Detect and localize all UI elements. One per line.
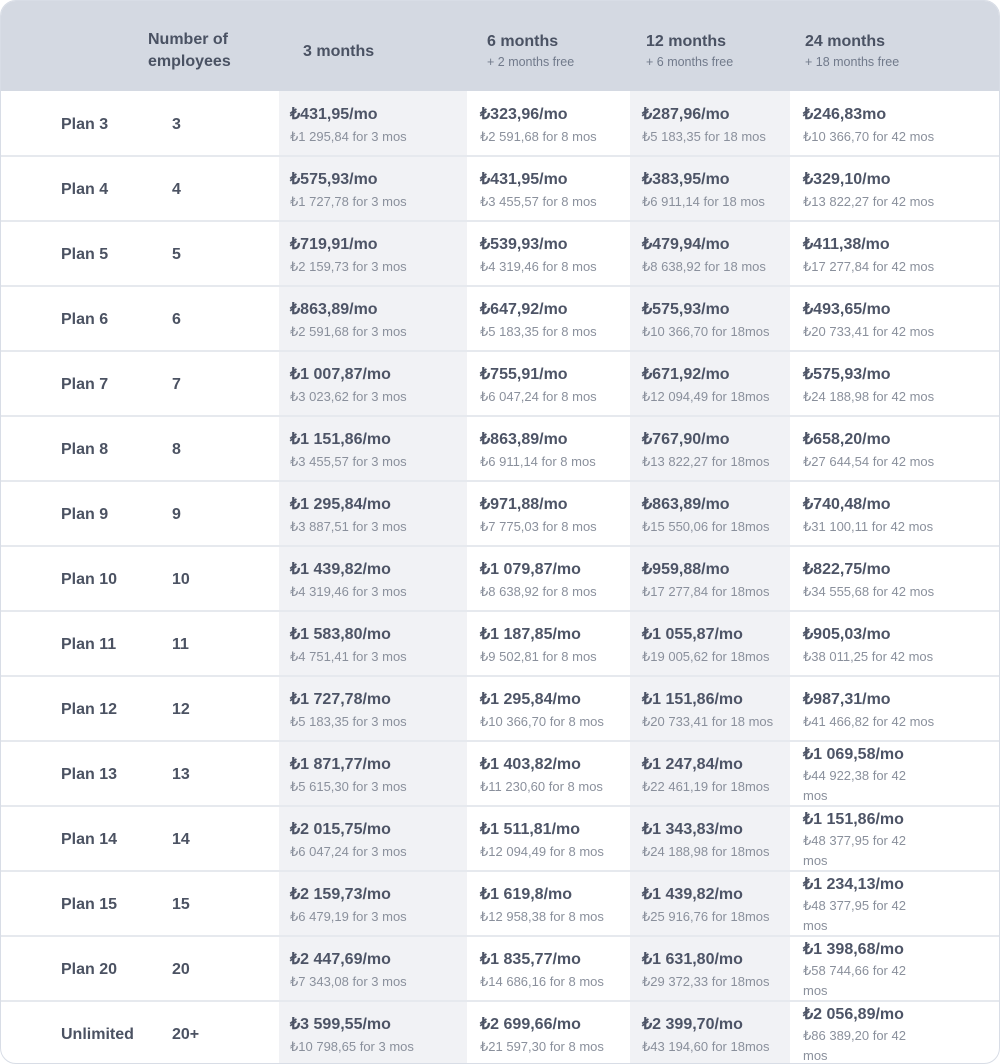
employee-count: 20+ [172,1026,200,1043]
total-price: ₺6 047,24 for 8 mos [480,389,597,404]
price-cell [290,104,460,147]
monthly-price: ₺479,94/mo [642,236,730,253]
table-row [1,612,1000,677]
price-cell [480,299,625,342]
price-cell [290,949,460,992]
monthly-price: ₺2 699,66/mo [480,1016,581,1033]
total-price: ₺38 011,25 for 42 mos [803,649,934,664]
table-row [1,222,1000,287]
plan-name: Plan 10 [61,571,118,588]
price-cell [803,234,951,277]
price-cell [480,1014,625,1057]
price-cell [642,234,787,277]
table-row [1,157,1000,222]
price-cell [290,884,460,927]
monthly-price: ₺822,75/mo [803,561,891,578]
table-row [1,872,1000,937]
price-cell [480,169,625,212]
total-price: ₺43 194,60 for 18mos [642,1039,770,1054]
price-cell [642,1014,787,1057]
monthly-price: ₺539,93/mo [480,236,568,253]
price-cell [803,744,951,806]
price-cell [803,494,951,537]
monthly-price: ₺987,31/mo [803,691,891,708]
monthly-price: ₺755,91/mo [480,366,568,383]
price-cell [290,819,460,862]
price-cell [480,494,625,537]
monthly-price: ₺383,95/mo [642,171,730,188]
monthly-price: ₺1 055,87/mo [642,626,743,643]
price-cell [290,754,460,797]
employee-count: 13 [172,766,190,783]
total-price: ₺10 798,65 for 3 mos [290,1039,414,1054]
plan-name: Plan 6 [61,311,109,328]
total-price: ₺4 319,46 for 8 mos [480,259,597,274]
header-6-months-title: 6 months [487,33,559,50]
price-cell [642,754,787,797]
total-price: ₺6 911,14 for 18 mos [642,194,765,209]
monthly-price: ₺658,20/mo [803,431,891,448]
price-cell [642,299,787,342]
monthly-price: ₺246,83mo [803,106,887,123]
total-price: ₺4 319,46 for 3 mos [290,584,407,599]
total-price: ₺5 183,35 for 18 mos [642,129,766,144]
total-price: ₺8 638,92 for 8 mos [480,584,597,599]
monthly-price: ₺1 343,83/mo [642,821,743,838]
total-price: ₺17 277,84 for 18mos [642,584,770,599]
employee-count: 6 [172,311,181,328]
total-price: ₺86 389,20 for 42 mos [803,1028,906,1063]
monthly-price: ₺1 871,77/mo [290,756,391,773]
price-cell [803,169,951,212]
total-price: ₺24 188,98 for 18mos [642,844,770,859]
price-cell [803,874,951,936]
price-cell [803,939,951,1001]
table-row [1,417,1000,482]
total-price: ₺58 744,66 for 42 mos [803,963,906,998]
monthly-price: ₺1 151,86/mo [642,691,743,708]
price-cell [803,624,951,667]
price-cell [803,1004,951,1064]
price-cell [480,819,625,862]
price-cell [480,559,625,602]
total-price: ₺2 159,73 for 3 mos [290,259,407,274]
table-row [1,677,1000,742]
price-cell [480,884,625,927]
price-cell [642,104,787,147]
total-price: ₺41 466,82 for 42 mos [803,714,935,729]
monthly-price: ₺575,93/mo [642,301,730,318]
total-price: ₺7 775,03 for 8 mos [480,519,597,534]
table-row [1,547,1000,612]
employee-count: 12 [172,701,190,718]
price-cell [480,104,625,147]
monthly-price: ₺493,65/mo [803,301,891,318]
table-row [1,807,1000,872]
monthly-price: ₺719,91/mo [290,236,378,253]
plan-name: Plan 3 [61,116,109,133]
table-row [1,742,1000,807]
total-price: ₺13 822,27 for 18mos [642,454,770,469]
monthly-price: ₺1 727,78/mo [290,691,391,708]
monthly-price: ₺863,89/mo [480,431,568,448]
total-price: ₺27 644,54 for 42 mos [803,454,935,469]
price-cell [642,494,787,537]
employee-count: 15 [172,896,190,913]
monthly-price: ₺740,48/mo [803,496,891,513]
price-cell [290,1014,460,1057]
total-price: ₺2 591,68 for 8 mos [480,129,597,144]
total-price: ₺29 372,33 for 18mos [642,974,770,989]
monthly-price: ₺2 399,70/mo [642,1016,743,1033]
employee-count: 9 [172,506,181,523]
table-row [1,937,1000,1002]
table-body [1,92,1000,1064]
monthly-price: ₺3 599,55/mo [290,1016,391,1033]
monthly-price: ₺323,96/mo [480,106,568,123]
monthly-price: ₺329,10/mo [803,171,891,188]
employee-count: 10 [172,571,190,588]
monthly-price: ₺959,88/mo [642,561,730,578]
price-cell [642,169,787,212]
price-cell [642,429,787,472]
total-price: ₺15 550,06 for 18mos [642,519,770,534]
monthly-price: ₺1 619,8/mo [480,886,573,903]
monthly-price: ₺1 151,86/mo [803,811,904,828]
monthly-price: ₺1 151,86/mo [290,431,391,448]
plan-name: Plan 7 [61,376,109,393]
price-cell [290,364,460,407]
price-cell [480,234,625,277]
price-cell [803,559,951,602]
total-price: ₺4 751,41 for 3 mos [290,649,407,664]
price-cell [480,429,625,472]
table-row [1,352,1000,417]
price-cell [290,559,460,602]
monthly-price: ₺1 295,84/mo [480,691,581,708]
price-cell [803,104,951,147]
plan-name: Plan 11 [61,636,117,653]
header-12-months-bonus: + 6 months free [646,55,734,69]
plan-name: Unlimited [61,1026,134,1043]
plan-name: Plan 9 [61,506,109,523]
total-price: ₺22 461,19 for 18mos [642,779,770,794]
total-price: ₺1 727,78 for 3 mos [290,194,407,209]
price-cell [642,559,787,602]
monthly-price: ₺863,89/mo [290,301,378,318]
price-cell [642,819,787,862]
total-price: ₺10 366,70 for 42 mos [803,129,935,144]
price-cell [642,949,787,992]
total-price: ₺44 922,38 for 42 mos [803,768,906,803]
total-price: ₺12 094,49 for 18mos [642,389,770,404]
monthly-price: ₺1 187,85/mo [480,626,581,643]
monthly-price: ₺1 234,13/mo [803,876,904,893]
monthly-price: ₺1 439,82/mo [642,886,743,903]
price-cell [290,429,460,472]
monthly-price: ₺671,92/mo [642,366,730,383]
total-price: ₺3 887,51 for 3 mos [290,519,407,534]
employee-count: 14 [172,831,190,848]
plan-name: Plan 12 [61,701,118,718]
monthly-price: ₺1 511,81/mo [480,821,581,838]
header-6-months-bonus: + 2 months free [487,55,575,69]
price-cell [290,169,460,212]
header-3-months-title: 3 months [303,43,375,60]
price-cell [290,689,460,732]
monthly-price: ₺1 007,87/mo [290,366,391,383]
total-price: ₺10 366,70 for 18mos [642,324,770,339]
monthly-price: ₺905,03/mo [803,626,891,643]
monthly-price: ₺1 583,80/mo [290,626,391,643]
price-cell [803,364,951,407]
employee-count: 5 [172,246,181,263]
total-price: ₺24 188,98 for 42 mos [803,389,935,404]
header-employees-label: Number of employees [148,31,231,70]
monthly-price: ₺287,96/mo [642,106,730,123]
price-cell [803,809,951,871]
price-cell [642,624,787,667]
header-12-months-title: 12 months [646,33,727,50]
total-price: ₺17 277,84 for 42 mos [803,259,935,274]
monthly-price: ₺411,38/mo [803,236,890,253]
price-cell [480,689,625,732]
price-cell [480,754,625,797]
monthly-price: ₺863,89/mo [642,496,730,513]
price-cell [642,689,787,732]
plan-name: Plan 15 [61,896,118,913]
monthly-price: ₺1 295,84/mo [290,496,391,513]
total-price: ₺2 591,68 for 3 mos [290,324,407,339]
total-price: ₺6 911,14 for 8 mos [480,454,596,469]
plan-name: Plan 5 [61,246,109,263]
monthly-price: ₺1 439,82/mo [290,561,391,578]
table-header [1,1,1000,91]
monthly-price: ₺1 631,80/mo [642,951,743,968]
total-price: ₺5 183,35 for 3 mos [290,714,407,729]
monthly-price: ₺1 069,58/mo [803,746,904,763]
monthly-price: ₺2 015,75/mo [290,821,391,838]
total-price: ₺5 183,35 for 8 mos [480,324,597,339]
header-24-months-title: 24 months [805,33,886,50]
monthly-price: ₺1 398,68/mo [803,941,904,958]
plan-name: Plan 14 [61,831,118,848]
monthly-price: ₺1 079,87/mo [480,561,581,578]
table-row [1,287,1000,352]
total-price: ₺48 377,95 for 42 mos [803,898,906,933]
total-price: ₺13 822,27 for 42 mos [803,194,935,209]
total-price: ₺3 455,57 for 3 mos [290,454,407,469]
monthly-price: ₺1 247,84/mo [642,756,743,773]
price-cell [803,689,951,732]
monthly-price: ₺431,95/mo [290,106,378,123]
table-row [1,482,1000,547]
employee-count: 20 [172,961,190,978]
monthly-price: ₺767,90/mo [642,431,730,448]
total-price: ₺9 502,81 for 8 mos [480,649,597,664]
price-cell [480,949,625,992]
total-price: ₺12 958,38 for 8 mos [480,909,604,924]
price-cell [642,364,787,407]
monthly-price: ₺575,93/mo [803,366,891,383]
monthly-price: ₺431,95/mo [480,171,568,188]
price-cell [290,494,460,537]
price-cell [480,624,625,667]
monthly-price: ₺1 835,77/mo [480,951,581,968]
employee-count: 4 [172,181,181,198]
employee-count: 8 [172,441,181,458]
total-price: ₺48 377,95 for 42 mos [803,833,906,868]
total-price: ₺10 366,70 for 8 mos [480,714,604,729]
monthly-price: ₺1 403,82/mo [480,756,581,773]
total-price: ₺5 615,30 for 3 mos [290,779,407,794]
total-price: ₺1 295,84 for 3 mos [290,129,407,144]
total-price: ₺3 455,57 for 8 mos [480,194,597,209]
monthly-price: ₺575,93/mo [290,171,378,188]
header-24-months-bonus: + 18 months free [805,55,900,69]
total-price: ₺25 916,76 for 18mos [642,909,770,924]
monthly-price: ₺971,88/mo [480,496,568,513]
total-price: ₺12 094,49 for 8 mos [480,844,604,859]
employee-count: 3 [172,116,181,133]
total-price: ₺20 733,41 for 18 mos [642,714,774,729]
price-cell [803,429,951,472]
monthly-price: ₺647,92/mo [480,301,568,318]
table-row [1,1002,1000,1064]
total-price: ₺20 733,41 for 42 mos [803,324,935,339]
total-price: ₺34 555,68 for 42 mos [803,584,935,599]
plan-name: Plan 20 [61,961,118,978]
monthly-price: ₺2 447,69/mo [290,951,391,968]
plan-name: Plan 4 [61,181,109,198]
monthly-price: ₺2 056,89/mo [803,1006,904,1023]
price-cell [803,299,951,342]
plan-name: Plan 13 [61,766,118,783]
total-price: ₺8 638,92 for 18 mos [642,259,766,274]
total-price: ₺6 479,19 for 3 mos [290,909,407,924]
plan-name: Plan 8 [61,441,109,458]
table-row [1,92,1000,157]
price-cell [290,299,460,342]
total-price: ₺6 047,24 for 3 mos [290,844,407,859]
total-price: ₺21 597,30 for 8 mos [480,1039,604,1054]
total-price: ₺19 005,62 for 18mos [642,649,770,664]
price-cell [290,234,460,277]
monthly-price: ₺2 159,73/mo [290,886,391,903]
employee-count: 7 [172,376,181,393]
total-price: ₺11 230,60 for 8 mos [480,779,603,794]
employee-count: 11 [172,636,189,653]
total-price: ₺3 023,62 for 3 mos [290,389,407,404]
total-price: ₺31 100,11 for 42 mos [803,519,934,534]
price-cell [290,624,460,667]
total-price: ₺14 686,16 for 8 mos [480,974,604,989]
price-cell [480,364,625,407]
total-price: ₺7 343,08 for 3 mos [290,974,407,989]
price-cell [642,884,787,927]
